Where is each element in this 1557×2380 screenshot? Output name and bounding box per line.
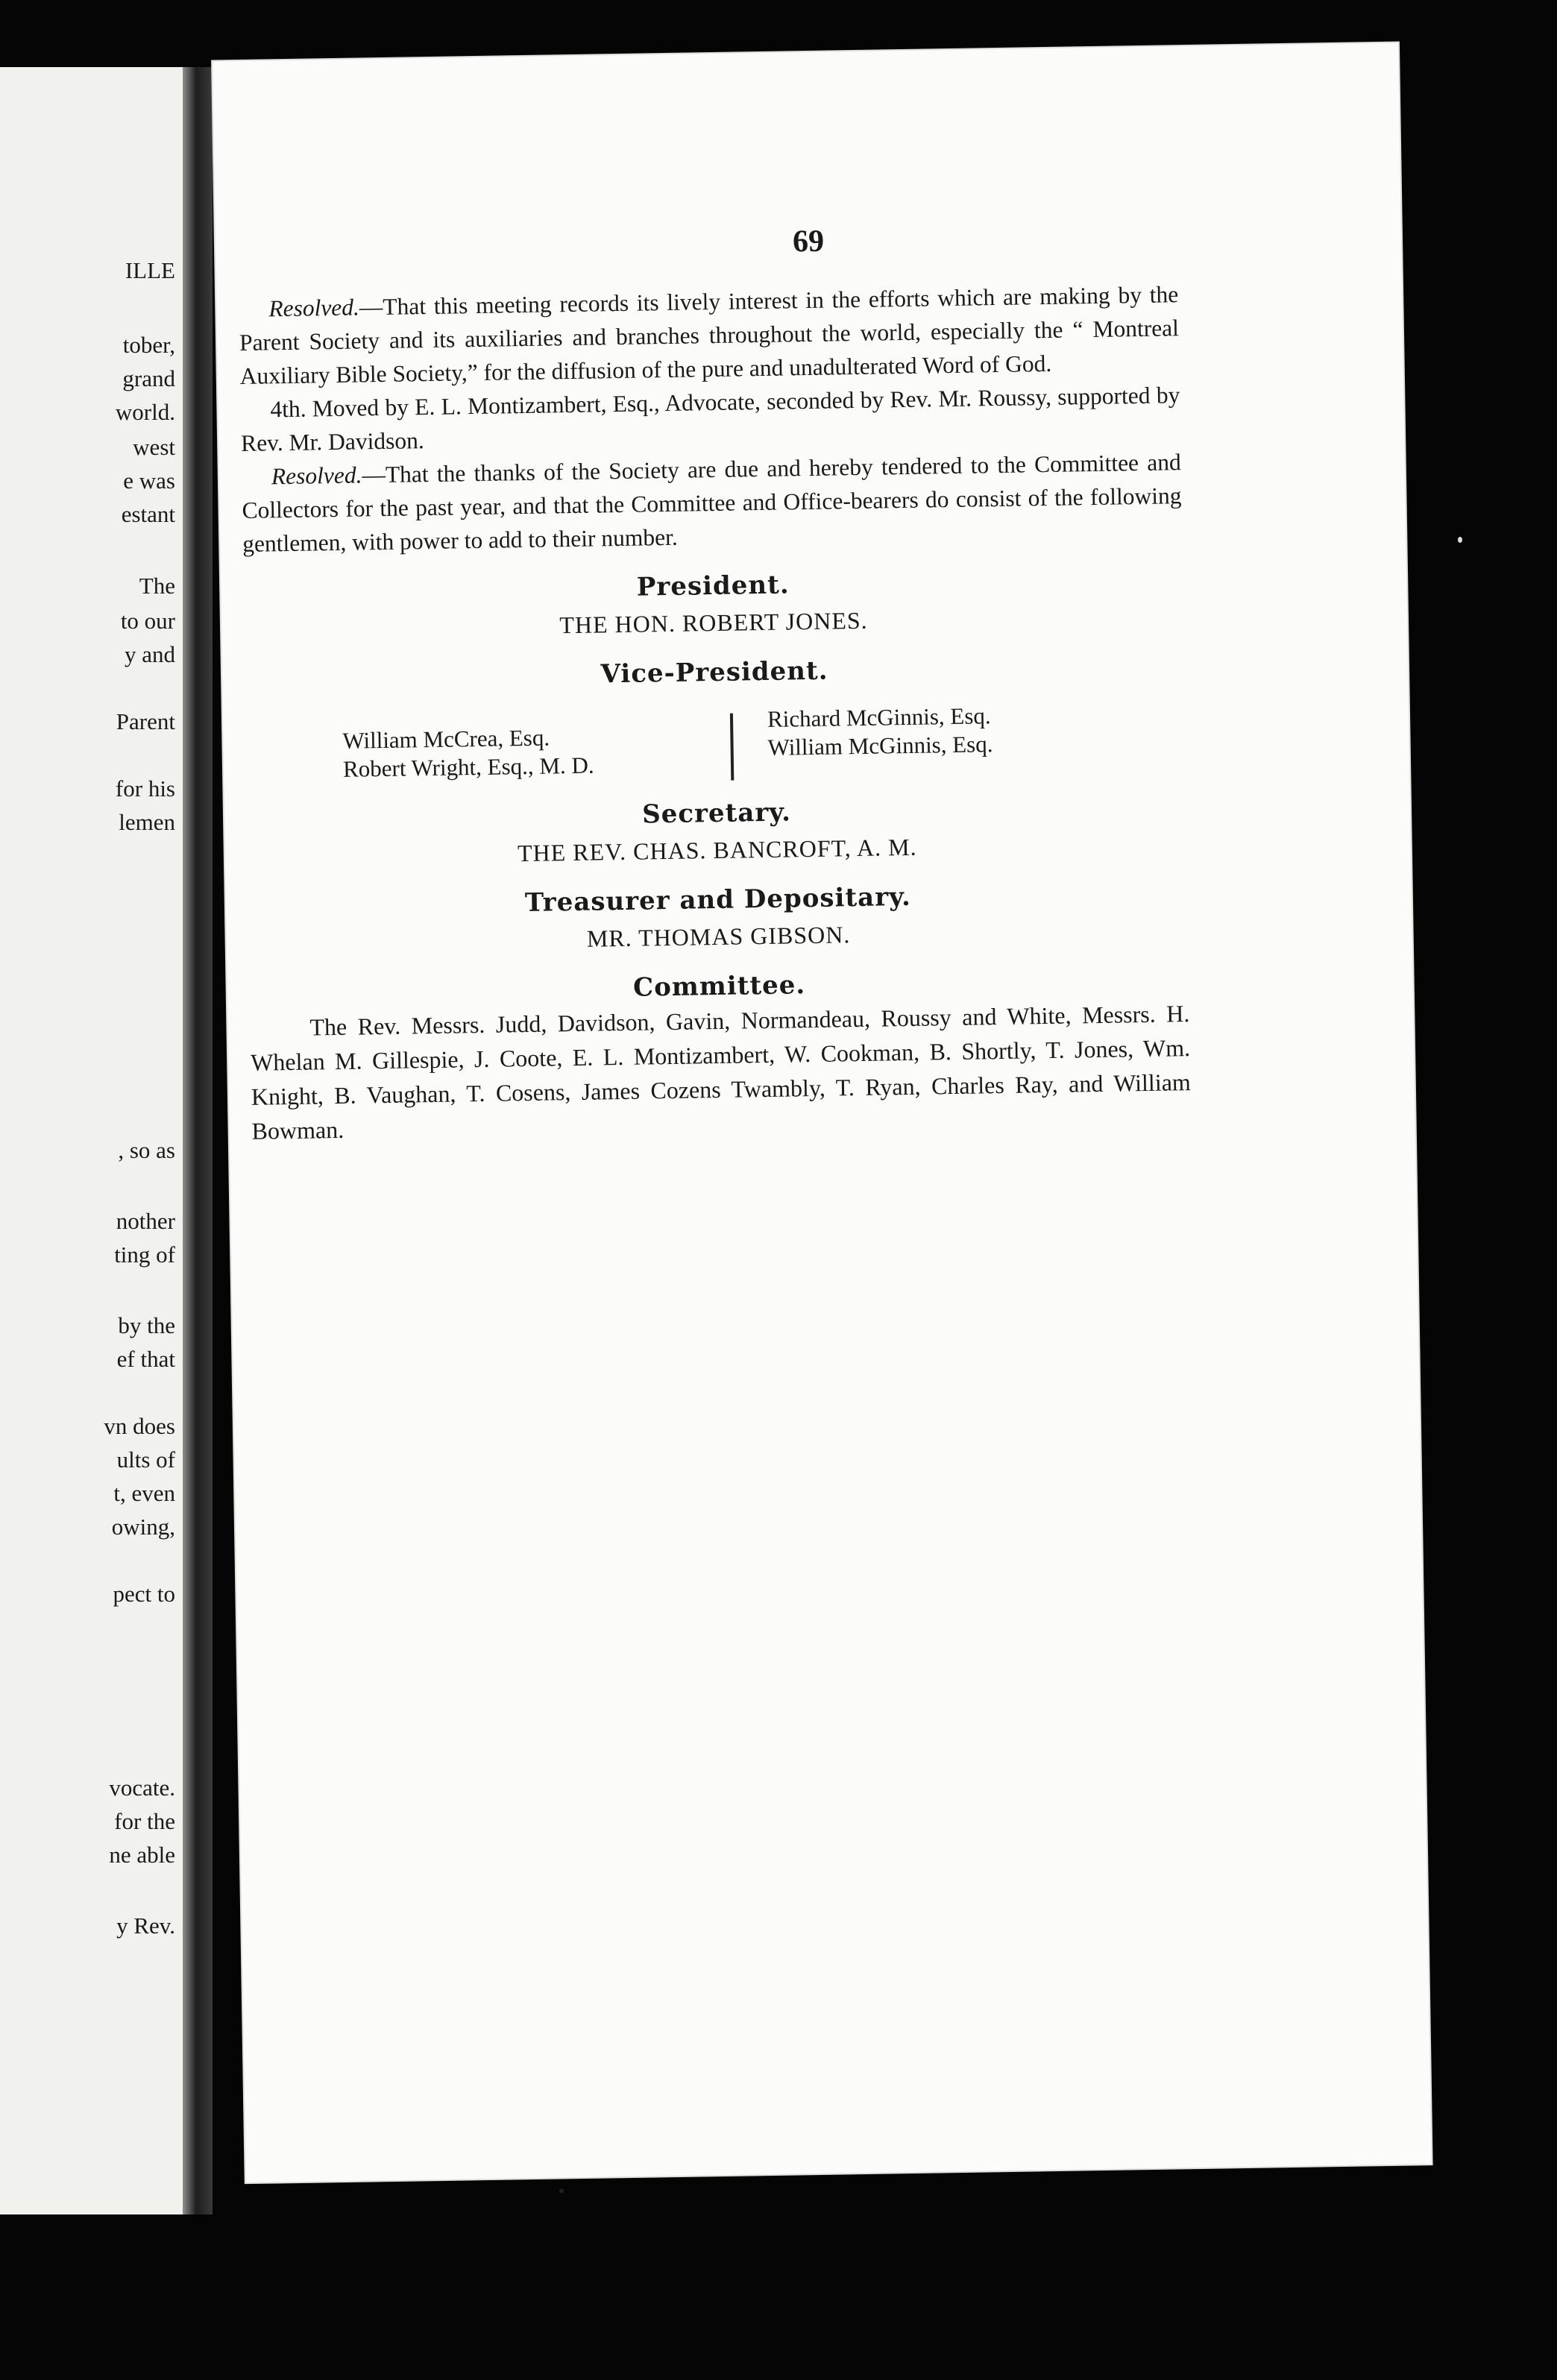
page-number: 69 — [792, 224, 825, 259]
left-page-text-fragment: ne able — [109, 1842, 175, 1868]
left-page-text-fragment: for his — [115, 775, 175, 802]
left-page-text-fragment: ting of — [114, 1241, 175, 1268]
resolution-2 — [241, 445, 1182, 561]
vice-president-name: Richard McGinnis, Esq. — [767, 702, 991, 732]
left-page-text-fragment: pect to — [113, 1581, 175, 1607]
column-divider — [730, 714, 734, 781]
vice-president-list — [245, 699, 1186, 788]
left-page-text-fragment: by the — [118, 1312, 175, 1338]
left-page-text-fragment: to our — [120, 608, 175, 634]
left-page-text-fragment: world. — [115, 399, 175, 425]
page-speck — [559, 2188, 564, 2193]
book-gutter — [183, 67, 213, 2214]
committee-heading: Committee. — [632, 970, 806, 1003]
left-page-text-fragment: , so as — [118, 1137, 175, 1163]
edge-speck — [1458, 537, 1462, 543]
left-page-text-fragment: ILLE — [125, 257, 175, 283]
left-page-text-fragment: Parent — [116, 708, 175, 734]
page-body — [239, 277, 1192, 1148]
vice-president-name: William McCrea, Esq. — [342, 724, 550, 754]
left-page-text-fragment: for the — [114, 1808, 175, 1834]
left-page-text-fragment: grand — [122, 365, 175, 391]
president-name: THE HON. ROBERT JONES. — [559, 606, 868, 639]
secretary-heading: Secretary. — [641, 797, 792, 830]
left-page-text-fragment: vocate. — [109, 1775, 175, 1801]
left-page-text-fragment: owing, — [111, 1514, 175, 1540]
treasurer-heading: Treasurer and Depositary. — [524, 881, 912, 919]
left-page-text-fragment: e was — [123, 468, 175, 494]
left-page-text-fragment: t, even — [113, 1480, 175, 1506]
left-page-text-fragment: west — [133, 434, 175, 460]
resolved-label: Resolved. — [271, 462, 362, 490]
resolution-1 — [239, 277, 1180, 393]
resolved-label: Resolved. — [268, 294, 360, 322]
left-page-text-fragment: ults of — [116, 1446, 175, 1473]
president-heading: President. — [636, 570, 790, 602]
left-page-text-fragment: vn does — [104, 1413, 175, 1439]
left-page-text-fragment: y and — [124, 641, 175, 667]
vice-president-heading: Vice-President. — [600, 655, 828, 690]
resolution-1-text: —That this meeting records its lively interest in the efforts which are making by the Parent Society and its auxiliaries and branches throughout the world, especially the “ Montreal Auxiliary Bible Society,” for the diffusion of the pure and unadulterated Word of God. — [239, 281, 1180, 389]
vice-president-name: William McGinnis, Esq. — [767, 731, 993, 761]
left-page-text-fragment: tober, — [122, 332, 175, 358]
left-page-text-fragment: nother — [116, 1208, 175, 1234]
right-page — [213, 43, 1431, 2183]
left-facing-page — [0, 67, 183, 2214]
treasurer-name: MR. THOMAS GIBSON. — [586, 921, 851, 952]
left-page-text-fragment: estant — [121, 501, 175, 527]
vice-president-column-right — [767, 702, 993, 762]
vice-president-name: Robert Wright, Esq., M. D. — [342, 752, 594, 782]
left-page-text-fragment: lemen — [119, 809, 175, 835]
vice-president-column-left — [342, 723, 594, 784]
motion-4: 4th. Moved by E. L. Montizambert, Esq., Advocate, seconded by Rev. Mr. Roussy, supported by Rev. Mr. Davidson. — [240, 382, 1180, 456]
left-page-text-fragment: y Rev. — [116, 1912, 175, 1939]
secretary-name: THE REV. CHAS. BANCROFT, A. M. — [517, 833, 917, 867]
resolution-2-text: —That the thanks of the Society are due and hereby tendered to the Committee and Collectors for the past year, and that the Committee and Office-bearers do consist of the following gentlemen, with power to add to their number. — [242, 449, 1182, 557]
left-page-text-fragment: ef that — [116, 1346, 175, 1372]
left-page-text-fragment: The — [139, 573, 175, 599]
committee-members: The Rev. Messrs. Judd, Davidson, Gavin, Normandeau, Roussy and White, Messrs. H. Whelan M. Gillespie, J. Coote, E. L. Montizambert, W. Cookman, B. Shortly, T. Jones, Wm. Knight, B. Vaughan, T. Cosens, James Cozens Twambly, T. Ryan, Charles Ray, and William Bowman. — [250, 1000, 1192, 1145]
